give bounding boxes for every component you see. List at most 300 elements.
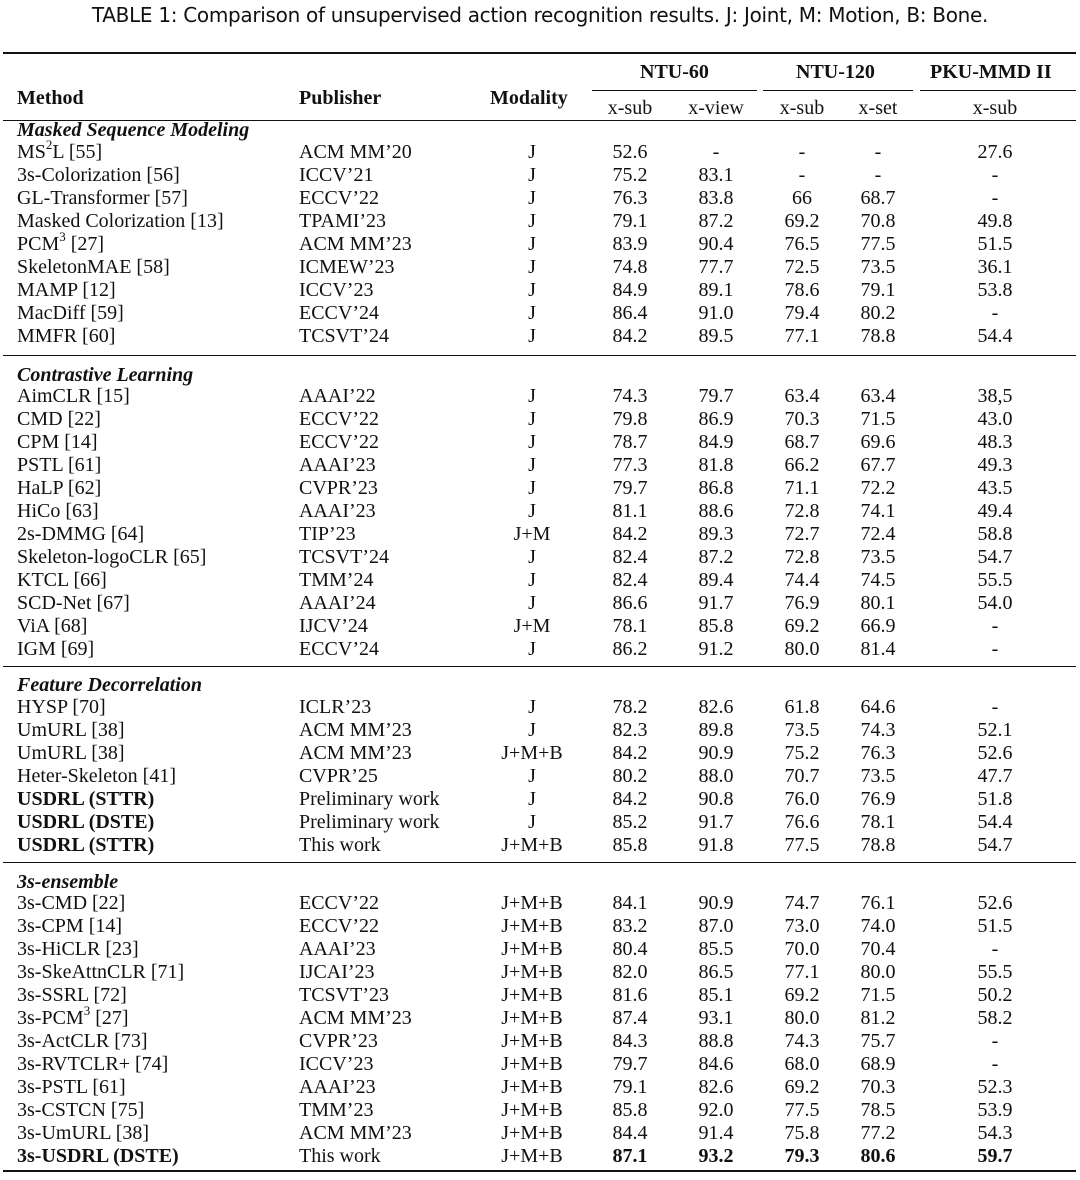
cell-n120-xsub: 76.6 xyxy=(784,811,820,833)
cell-modality: J+M+B xyxy=(501,1076,563,1098)
cell-n60-xsub: 82.3 xyxy=(612,719,648,741)
cmidrule-ntu120 xyxy=(763,90,913,91)
cell-method: Skeleton-logoCLR [65] xyxy=(17,546,207,568)
table-row xyxy=(0,1122,1080,1145)
cell-n60-xview: 90.9 xyxy=(698,892,734,914)
cell-n60-xview: 88.8 xyxy=(698,1030,734,1052)
cell-n60-xview: 84.6 xyxy=(698,1053,734,1075)
cell-n120-xsub: 68.7 xyxy=(784,431,820,453)
cell-pku-xsub: 50.2 xyxy=(977,984,1013,1006)
cell-n60-xview: 93.1 xyxy=(698,1007,734,1029)
cell-method: USDRL (DSTE) xyxy=(17,811,155,833)
cell-n120-xsub: 69.2 xyxy=(784,615,820,637)
cell-modality: J+M+B xyxy=(501,915,563,937)
cell-method: CPM [14] xyxy=(17,431,98,453)
cell-n120-xset: 78.8 xyxy=(860,325,896,347)
table-row xyxy=(0,210,1080,233)
cell-n60-xview: 85.8 xyxy=(698,615,734,637)
cell-method: 3s-CMD [22] xyxy=(17,892,126,914)
cell-n120-xset: 77.5 xyxy=(860,233,896,255)
table-row xyxy=(0,765,1080,788)
cell-n60-xsub: 87.1 xyxy=(612,1145,648,1167)
cell-n120-xsub: 77.5 xyxy=(784,1099,820,1121)
header-ntu120: NTU-120 xyxy=(796,61,875,83)
cell-publisher: AAAI’23 xyxy=(299,938,376,960)
cell-modality: J xyxy=(528,233,536,255)
cell-pku-xsub: 51.5 xyxy=(977,915,1013,937)
table-row xyxy=(0,788,1080,811)
cell-method: 3s-SkeAttnCLR [71] xyxy=(17,961,185,983)
cell-pku-xsub: 55.5 xyxy=(977,569,1013,591)
cell-n60-xsub: 81.1 xyxy=(612,500,648,522)
table-row xyxy=(0,569,1080,592)
cell-method: SkeletonMAE [58] xyxy=(17,256,170,278)
cell-n60-xview: 87.0 xyxy=(698,915,734,937)
cell-method: HYSP [70] xyxy=(17,696,106,718)
cell-modality: J xyxy=(528,302,536,324)
cell-n60-xview: 79.7 xyxy=(698,385,734,407)
cell-pku-xsub: 54.4 xyxy=(977,325,1013,347)
cmidrule-ntu60 xyxy=(592,90,757,91)
cell-n120-xsub: - xyxy=(798,141,806,163)
cell-method: KTCL [66] xyxy=(17,569,107,591)
cell-method: 3s-PSTL [61] xyxy=(17,1076,126,1098)
subheader-ntu60-xview: x-view xyxy=(688,97,744,119)
cell-n60-xview: 89.4 xyxy=(698,569,734,591)
section-divider xyxy=(3,862,1076,863)
cell-n120-xsub: 72.8 xyxy=(784,546,820,568)
cell-pku-xsub: 52.6 xyxy=(977,742,1013,764)
table-row xyxy=(0,500,1080,523)
cell-modality: J xyxy=(528,408,536,430)
cell-publisher: TCSVT’24 xyxy=(299,546,389,568)
cell-publisher: CVPR’23 xyxy=(299,477,378,499)
cell-n120-xsub: 72.8 xyxy=(784,500,820,522)
cell-n120-xsub: 71.1 xyxy=(784,477,820,499)
cell-method: GL-Transformer [57] xyxy=(17,187,188,209)
cell-modality: J+M+B xyxy=(501,1007,563,1029)
section-divider xyxy=(3,355,1076,356)
cell-n60-xsub: 74.8 xyxy=(612,256,648,278)
cell-publisher: TCSVT’24 xyxy=(299,325,389,347)
cell-n120-xsub: 69.2 xyxy=(784,210,820,232)
cell-method: 3s-Colorization [56] xyxy=(17,164,180,186)
header-pku: PKU-MMD II xyxy=(930,61,1052,83)
cell-modality: J xyxy=(528,811,536,833)
cell-n120-xsub: 78.6 xyxy=(784,279,820,301)
cell-publisher: CVPR’23 xyxy=(299,1030,378,1052)
cell-n60-xview: 91.4 xyxy=(698,1122,734,1144)
table-row xyxy=(0,302,1080,325)
cell-n120-xset: 74.3 xyxy=(860,719,896,741)
table-row xyxy=(0,523,1080,546)
cell-n120-xsub: 76.9 xyxy=(784,592,820,614)
cell-method: PCM$^3$ [27] xyxy=(17,229,105,255)
cell-method: 3s-ActCLR [73] xyxy=(17,1030,148,1052)
table-row xyxy=(0,592,1080,615)
cell-pku-xsub: 55.5 xyxy=(977,961,1013,983)
table-row xyxy=(0,408,1080,431)
cell-method: HiCo [63] xyxy=(17,500,99,522)
cell-pku-xsub: 43.5 xyxy=(977,477,1013,499)
table-row xyxy=(0,1145,1080,1168)
cell-n60-xview: 91.2 xyxy=(698,638,734,660)
cell-modality: J xyxy=(528,164,536,186)
cell-method: UmURL [38] xyxy=(17,742,125,764)
cell-pku-xsub: 51.5 xyxy=(977,233,1013,255)
cell-n120-xset: 80.6 xyxy=(860,1145,896,1167)
cell-n120-xset: 76.3 xyxy=(860,742,896,764)
cell-pku-xsub: 27.6 xyxy=(977,141,1013,163)
cell-n120-xsub: 77.1 xyxy=(784,325,820,347)
cell-n120-xsub: - xyxy=(798,164,806,186)
cell-method: CMD [22] xyxy=(17,408,101,430)
header-method: Method xyxy=(17,87,84,109)
cell-n60-xsub: 77.3 xyxy=(612,454,648,476)
table-row xyxy=(0,915,1080,938)
cell-publisher: ECCV’24 xyxy=(299,302,379,324)
cell-n120-xsub: 72.7 xyxy=(784,523,820,545)
cell-publisher: This work xyxy=(299,1145,381,1167)
cell-n60-xview: 89.1 xyxy=(698,279,734,301)
cell-n60-xview: 77.7 xyxy=(698,256,734,278)
cell-pku-xsub: 58.2 xyxy=(977,1007,1013,1029)
cell-n120-xset: 67.7 xyxy=(860,454,896,476)
cell-n60-xview: 85.1 xyxy=(698,984,734,1006)
cell-modality: J xyxy=(528,719,536,741)
cell-modality: J xyxy=(528,141,536,163)
cell-n60-xview: 86.5 xyxy=(698,961,734,983)
cell-modality: J+M+B xyxy=(501,834,563,856)
cell-n60-xsub: 86.6 xyxy=(612,592,648,614)
cell-publisher: ICCV’23 xyxy=(299,279,374,301)
cell-n60-xview: 88.0 xyxy=(698,765,734,787)
cell-modality: J+M+B xyxy=(501,961,563,983)
cell-method: HaLP [62] xyxy=(17,477,102,499)
cell-publisher: CVPR’25 xyxy=(299,765,378,787)
cell-pku-xsub: 52.6 xyxy=(977,892,1013,914)
cell-n120-xsub: 68.0 xyxy=(784,1053,820,1075)
cell-n60-xview: 90.4 xyxy=(698,233,734,255)
cell-n120-xsub: 76.5 xyxy=(784,233,820,255)
cell-modality: J+M+B xyxy=(501,1145,563,1167)
table-row xyxy=(0,385,1080,408)
cell-n120-xsub: 77.1 xyxy=(784,961,820,983)
cell-n120-xsub: 77.5 xyxy=(784,834,820,856)
cell-n120-xset: 71.5 xyxy=(860,984,896,1006)
cell-modality: J+M+B xyxy=(501,1030,563,1052)
table-caption: TABLE 1: Comparison of unsupervised action recognition results. J: Joint, M: Motion, B: Bone. xyxy=(91,3,989,27)
cell-pku-xsub: 53.8 xyxy=(977,279,1013,301)
cell-n120-xsub: 70.3 xyxy=(784,408,820,430)
cell-n120-xset: 80.1 xyxy=(860,592,896,614)
cell-pku-xsub: 54.0 xyxy=(977,592,1013,614)
cell-n60-xsub: 79.7 xyxy=(612,1053,648,1075)
cell-n60-xsub: 78.1 xyxy=(612,615,648,637)
cell-modality: J xyxy=(528,210,536,232)
cell-n120-xsub: 80.0 xyxy=(784,638,820,660)
cell-method: IGM [69] xyxy=(17,638,95,660)
cell-publisher: ICCV’23 xyxy=(299,1053,374,1075)
cell-n120-xset: - xyxy=(874,141,882,163)
cell-n120-xsub: 66.2 xyxy=(784,454,820,476)
cell-n120-xset: 72.4 xyxy=(860,523,896,545)
cell-n60-xsub: 84.3 xyxy=(612,1030,648,1052)
cell-n60-xview: 83.8 xyxy=(698,187,734,209)
cell-n120-xset: 80.2 xyxy=(860,302,896,324)
cell-modality: J xyxy=(528,187,536,209)
cell-method: MAMP [12] xyxy=(17,279,116,301)
cell-method: USDRL (STTR) xyxy=(17,834,155,856)
cell-pku-xsub: 54.7 xyxy=(977,834,1013,856)
cell-publisher: This work xyxy=(299,834,381,856)
table-row xyxy=(0,834,1080,857)
cell-publisher: TPAMI’23 xyxy=(299,210,387,232)
cell-n120-xset: 70.3 xyxy=(860,1076,896,1098)
table-row xyxy=(0,137,1080,164)
cell-n60-xsub: 86.4 xyxy=(612,302,648,324)
cell-pku-xsub: 59.7 xyxy=(977,1145,1013,1167)
cell-modality: J xyxy=(528,325,536,347)
cell-n60-xsub: 85.8 xyxy=(612,834,648,856)
cell-publisher: ACM MM’23 xyxy=(299,719,412,741)
cell-method: USDRL (STTR) xyxy=(17,788,155,810)
cell-publisher: ACM MM’23 xyxy=(299,1122,412,1144)
cell-n120-xset: 74.5 xyxy=(860,569,896,591)
cell-n120-xsub: 61.8 xyxy=(784,696,820,718)
cell-modality: J xyxy=(528,477,536,499)
cell-publisher: IJCAI’23 xyxy=(299,961,375,983)
header-modality: Modality xyxy=(490,87,568,109)
subheader-ntu60-xsub: x-sub xyxy=(607,97,653,119)
cell-n120-xsub: 74.7 xyxy=(784,892,820,914)
cell-modality: J+M xyxy=(513,523,551,545)
cell-n60-xsub: 84.1 xyxy=(612,892,648,914)
cell-pku-xsub: - xyxy=(991,187,999,209)
cell-n60-xview: 89.3 xyxy=(698,523,734,545)
cell-n60-xview: 91.0 xyxy=(698,302,734,324)
table-row xyxy=(0,546,1080,569)
section-title: Contrastive Learning xyxy=(17,364,194,386)
table-row xyxy=(0,615,1080,638)
table-row xyxy=(0,938,1080,961)
cell-n120-xset: 74.1 xyxy=(860,500,896,522)
cell-n120-xset: 72.2 xyxy=(860,477,896,499)
cell-n60-xsub: 78.2 xyxy=(612,696,648,718)
cell-n60-xsub: 79.1 xyxy=(612,1076,648,1098)
cell-publisher: AAAI’23 xyxy=(299,1076,376,1098)
cell-modality: J+M+B xyxy=(501,1053,563,1075)
cell-n60-xsub: 85.8 xyxy=(612,1099,648,1121)
cell-pku-xsub: - xyxy=(991,938,999,960)
cell-method: SCD-Net [67] xyxy=(17,592,130,614)
table-row xyxy=(0,1053,1080,1076)
table-row xyxy=(0,892,1080,915)
cell-n60-xsub: 84.2 xyxy=(612,325,648,347)
cell-modality: J xyxy=(528,454,536,476)
cell-n120-xset: 68.7 xyxy=(860,187,896,209)
cell-modality: J xyxy=(528,765,536,787)
cell-n120-xsub: 75.2 xyxy=(784,742,820,764)
section-title: 3s-ensemble xyxy=(17,871,119,893)
cell-n120-xset: 69.6 xyxy=(860,431,896,453)
cell-pku-xsub: 53.9 xyxy=(977,1099,1013,1121)
table-row xyxy=(0,187,1080,210)
cell-n120-xsub: 74.3 xyxy=(784,1030,820,1052)
cell-method: MacDiff [59] xyxy=(17,302,124,324)
cell-method: PSTL [61] xyxy=(17,454,102,476)
cell-n120-xsub: 70.0 xyxy=(784,938,820,960)
cell-publisher: ACM MM’23 xyxy=(299,742,412,764)
table-row xyxy=(0,229,1080,256)
cell-modality: J xyxy=(528,256,536,278)
cell-n60-xview: 86.9 xyxy=(698,408,734,430)
cell-n60-xsub: 81.6 xyxy=(612,984,648,1006)
cell-modality: J xyxy=(528,788,536,810)
subheader-pku-xsub: x-sub xyxy=(972,97,1018,119)
cell-n60-xsub: 84.2 xyxy=(612,523,648,545)
cell-n120-xset: 68.9 xyxy=(860,1053,896,1075)
cell-n60-xsub: 84.4 xyxy=(612,1122,648,1144)
subheader-ntu120-xsub: x-sub xyxy=(779,97,825,119)
cell-pku-xsub: 58.8 xyxy=(977,523,1013,545)
cell-n60-xsub: 84.2 xyxy=(612,788,648,810)
cell-modality: J xyxy=(528,592,536,614)
table-row xyxy=(0,638,1080,661)
cell-pku-xsub: 52.1 xyxy=(977,719,1013,741)
cell-publisher: ECCV’22 xyxy=(299,408,379,430)
cell-pku-xsub: - xyxy=(991,615,999,637)
cell-method: 3s-UmURL [38] xyxy=(17,1122,150,1144)
table-row xyxy=(0,811,1080,834)
cell-n60-xview: 91.7 xyxy=(698,592,734,614)
cell-n60-xsub: 86.2 xyxy=(612,638,648,660)
cell-modality: J xyxy=(528,500,536,522)
cell-publisher: ICLR’23 xyxy=(299,696,372,718)
cell-modality: J+M xyxy=(513,615,551,637)
cell-n60-xsub: 83.2 xyxy=(612,915,648,937)
cell-pku-xsub: 51.8 xyxy=(977,788,1013,810)
cell-n120-xset: 78.1 xyxy=(860,811,896,833)
cell-n60-xview: 84.9 xyxy=(698,431,734,453)
cell-publisher: ECCV’22 xyxy=(299,915,379,937)
cell-n120-xset: 76.1 xyxy=(860,892,896,914)
cell-n60-xsub: 76.3 xyxy=(612,187,648,209)
cell-n60-xview: 85.5 xyxy=(698,938,734,960)
cell-publisher: ECCV’22 xyxy=(299,892,379,914)
cell-publisher: Preliminary work xyxy=(299,811,440,833)
cell-n60-xview: 82.6 xyxy=(698,696,734,718)
cell-n60-xsub: 82.4 xyxy=(612,546,648,568)
table-row xyxy=(0,256,1080,279)
cell-n120-xset: - xyxy=(874,164,882,186)
cell-n120-xset: 74.0 xyxy=(860,915,896,937)
cell-modality: J+M+B xyxy=(501,984,563,1006)
table-row xyxy=(0,279,1080,302)
cell-method: ViA [68] xyxy=(17,615,88,637)
bottom-rule xyxy=(3,1170,1076,1172)
cell-n120-xsub: 75.8 xyxy=(784,1122,820,1144)
cell-n60-xview: 83.1 xyxy=(698,164,734,186)
cell-method: MMFR [60] xyxy=(17,325,116,347)
cell-n120-xsub: 70.7 xyxy=(784,765,820,787)
cell-n60-xsub: 78.7 xyxy=(612,431,648,453)
cell-n60-xview: 90.9 xyxy=(698,742,734,764)
cell-n120-xsub: 80.0 xyxy=(784,1007,820,1029)
section-title: Feature Decorrelation xyxy=(17,674,202,696)
header-ntu60: NTU-60 xyxy=(640,61,709,83)
cell-method: 3s-CSTCN [75] xyxy=(17,1099,145,1121)
cell-pku-xsub: 54.4 xyxy=(977,811,1013,833)
cell-n60-xsub: 74.3 xyxy=(612,385,648,407)
cell-n60-xsub: 85.2 xyxy=(612,811,648,833)
cell-n120-xset: 66.9 xyxy=(860,615,896,637)
cell-n120-xset: 64.6 xyxy=(860,696,896,718)
cell-n60-xview: 88.6 xyxy=(698,500,734,522)
cell-n120-xsub: 69.2 xyxy=(784,984,820,1006)
cell-method: 2s-DMMG [64] xyxy=(17,523,145,545)
cell-n60-xview: 82.6 xyxy=(698,1076,734,1098)
table-row xyxy=(0,696,1080,719)
cell-publisher: ECCV’22 xyxy=(299,431,379,453)
cell-publisher: TMM’24 xyxy=(299,569,374,591)
cell-publisher: Preliminary work xyxy=(299,788,440,810)
subheader-ntu120-xset: x-set xyxy=(858,97,898,119)
table-row xyxy=(0,164,1080,187)
table-row xyxy=(0,477,1080,500)
cell-n120-xsub: 63.4 xyxy=(784,385,820,407)
cell-modality: J+M+B xyxy=(501,742,563,764)
cell-publisher: AAAI’23 xyxy=(299,454,376,476)
cell-pku-xsub: 54.3 xyxy=(977,1122,1013,1144)
cell-n120-xset: 73.5 xyxy=(860,546,896,568)
cell-n60-xsub: 79.7 xyxy=(612,477,648,499)
table-row xyxy=(0,1030,1080,1053)
cell-method: 3s-USDRL (DSTE) xyxy=(17,1145,179,1167)
cell-n120-xsub: 74.4 xyxy=(784,569,820,591)
cell-modality: J xyxy=(528,385,536,407)
cell-n120-xsub: 73.0 xyxy=(784,915,820,937)
cell-pku-xsub: 38,5 xyxy=(977,385,1013,407)
cell-n60-xsub: 80.2 xyxy=(612,765,648,787)
cell-pku-xsub: 48.3 xyxy=(977,431,1013,453)
cell-n60-xsub: 82.4 xyxy=(612,569,648,591)
cell-publisher: ACM MM’20 xyxy=(299,141,412,163)
cell-n60-xview: 93.2 xyxy=(698,1145,734,1167)
cell-method: Masked Colorization [13] xyxy=(17,210,224,232)
cell-n60-xsub: 82.0 xyxy=(612,961,648,983)
cell-publisher: IJCV’24 xyxy=(299,615,368,637)
cell-n120-xset: 63.4 xyxy=(860,385,896,407)
cell-n60-xview: 92.0 xyxy=(698,1099,734,1121)
cell-n120-xset: 70.4 xyxy=(860,938,896,960)
cell-n60-xview: 90.8 xyxy=(698,788,734,810)
cell-modality: J+M+B xyxy=(501,1099,563,1121)
cell-n60-xview: 91.8 xyxy=(698,834,734,856)
cell-pku-xsub: 49.8 xyxy=(977,210,1013,232)
cell-publisher: TMM’23 xyxy=(299,1099,374,1121)
cell-pku-xsub: - xyxy=(991,1053,999,1075)
cell-modality: J xyxy=(528,279,536,301)
section-divider xyxy=(3,666,1076,667)
cell-method: 3s-CPM [14] xyxy=(17,915,123,937)
cell-n120-xset: 78.8 xyxy=(860,834,896,856)
cell-n120-xsub: 76.0 xyxy=(784,788,820,810)
cell-n60-xsub: 83.9 xyxy=(612,233,648,255)
cell-publisher: TIP’23 xyxy=(299,523,356,545)
cell-publisher: TCSVT’23 xyxy=(299,984,389,1006)
cell-n120-xsub: 69.2 xyxy=(784,1076,820,1098)
